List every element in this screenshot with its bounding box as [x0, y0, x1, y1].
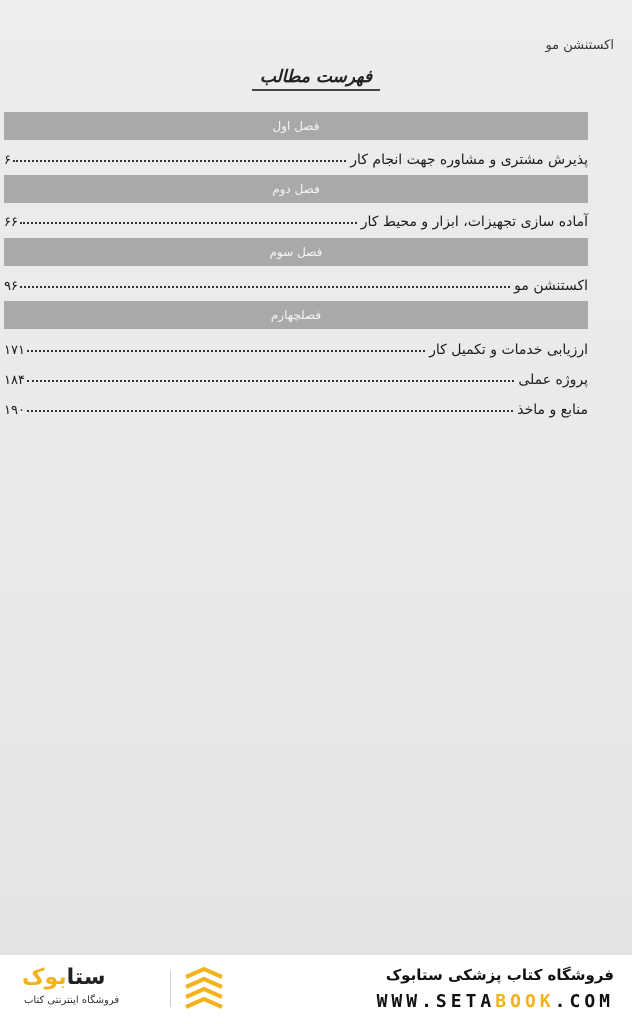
running-header-title: اکستنشن مو	[545, 38, 614, 53]
toc-entry[interactable]	[4, 144, 588, 168]
toc-entry-page: ۶	[4, 153, 11, 168]
logo-word-part-b: بوک	[22, 965, 67, 990]
setabook-logo-icon	[182, 967, 226, 1011]
toc-entry-title: پروژه عملی	[518, 372, 588, 388]
toc-heading	[0, 67, 632, 91]
toc-heading-text: فهرست مطالب	[252, 67, 380, 91]
toc-entry-title: اکستنشن مو	[514, 278, 588, 294]
toc-entry[interactable]	[4, 206, 588, 230]
toc-entry-page: ۱۸۴	[4, 373, 25, 388]
leader-dots	[20, 286, 510, 288]
store-url-prefix: WWW.SETA	[376, 991, 496, 1012]
toc-entry-title: ارزیابی خدمات و تکمیل کار	[429, 342, 588, 358]
chapter-bar-3: فصل سوم	[4, 238, 588, 266]
leader-dots	[27, 350, 425, 352]
store-footer-banner	[0, 955, 632, 1024]
chapter-bar-1: فصل اول	[4, 112, 588, 140]
logo-divider	[170, 971, 171, 1007]
store-url-link[interactable]	[377, 991, 614, 1012]
store-url-accent: BOOK	[495, 991, 555, 1012]
logo-word-part-a: ستا	[66, 965, 106, 990]
toc-entry[interactable]	[4, 334, 588, 358]
store-url-suffix: .COM	[554, 991, 614, 1012]
logo-tagline: فروشگاه اینترنتی کتاب	[24, 995, 120, 1006]
leader-dots	[20, 222, 357, 224]
toc-entry-page: ۹۶	[4, 279, 18, 294]
store-name: فروشگاه کتاب پزشکی ستابوک	[385, 966, 614, 984]
toc-entry[interactable]	[4, 394, 588, 418]
toc-entry-page: ۱۹۰	[4, 403, 25, 418]
toc-entry-title: پذیرش مشتری و مشاوره جهت انجام کار	[350, 152, 588, 168]
leader-dots	[27, 410, 513, 412]
toc-entry[interactable]	[4, 364, 588, 388]
logo-wordmark	[22, 965, 105, 990]
toc-entry-page: ۱۷۱	[4, 343, 25, 358]
toc-entry-page: ۶۶	[4, 215, 18, 230]
toc-entry[interactable]	[4, 270, 588, 294]
chapter-bar-2: فصل دوم	[4, 175, 588, 203]
toc-entry-title: منابع و ماخذ	[517, 402, 588, 418]
chapter-bar-4: فصلچهارم	[4, 301, 588, 329]
leader-dots	[13, 160, 346, 162]
toc-entry-title: آماده سازی تجهیزات، ابزار و محیط کار	[360, 214, 588, 230]
leader-dots	[27, 380, 514, 382]
